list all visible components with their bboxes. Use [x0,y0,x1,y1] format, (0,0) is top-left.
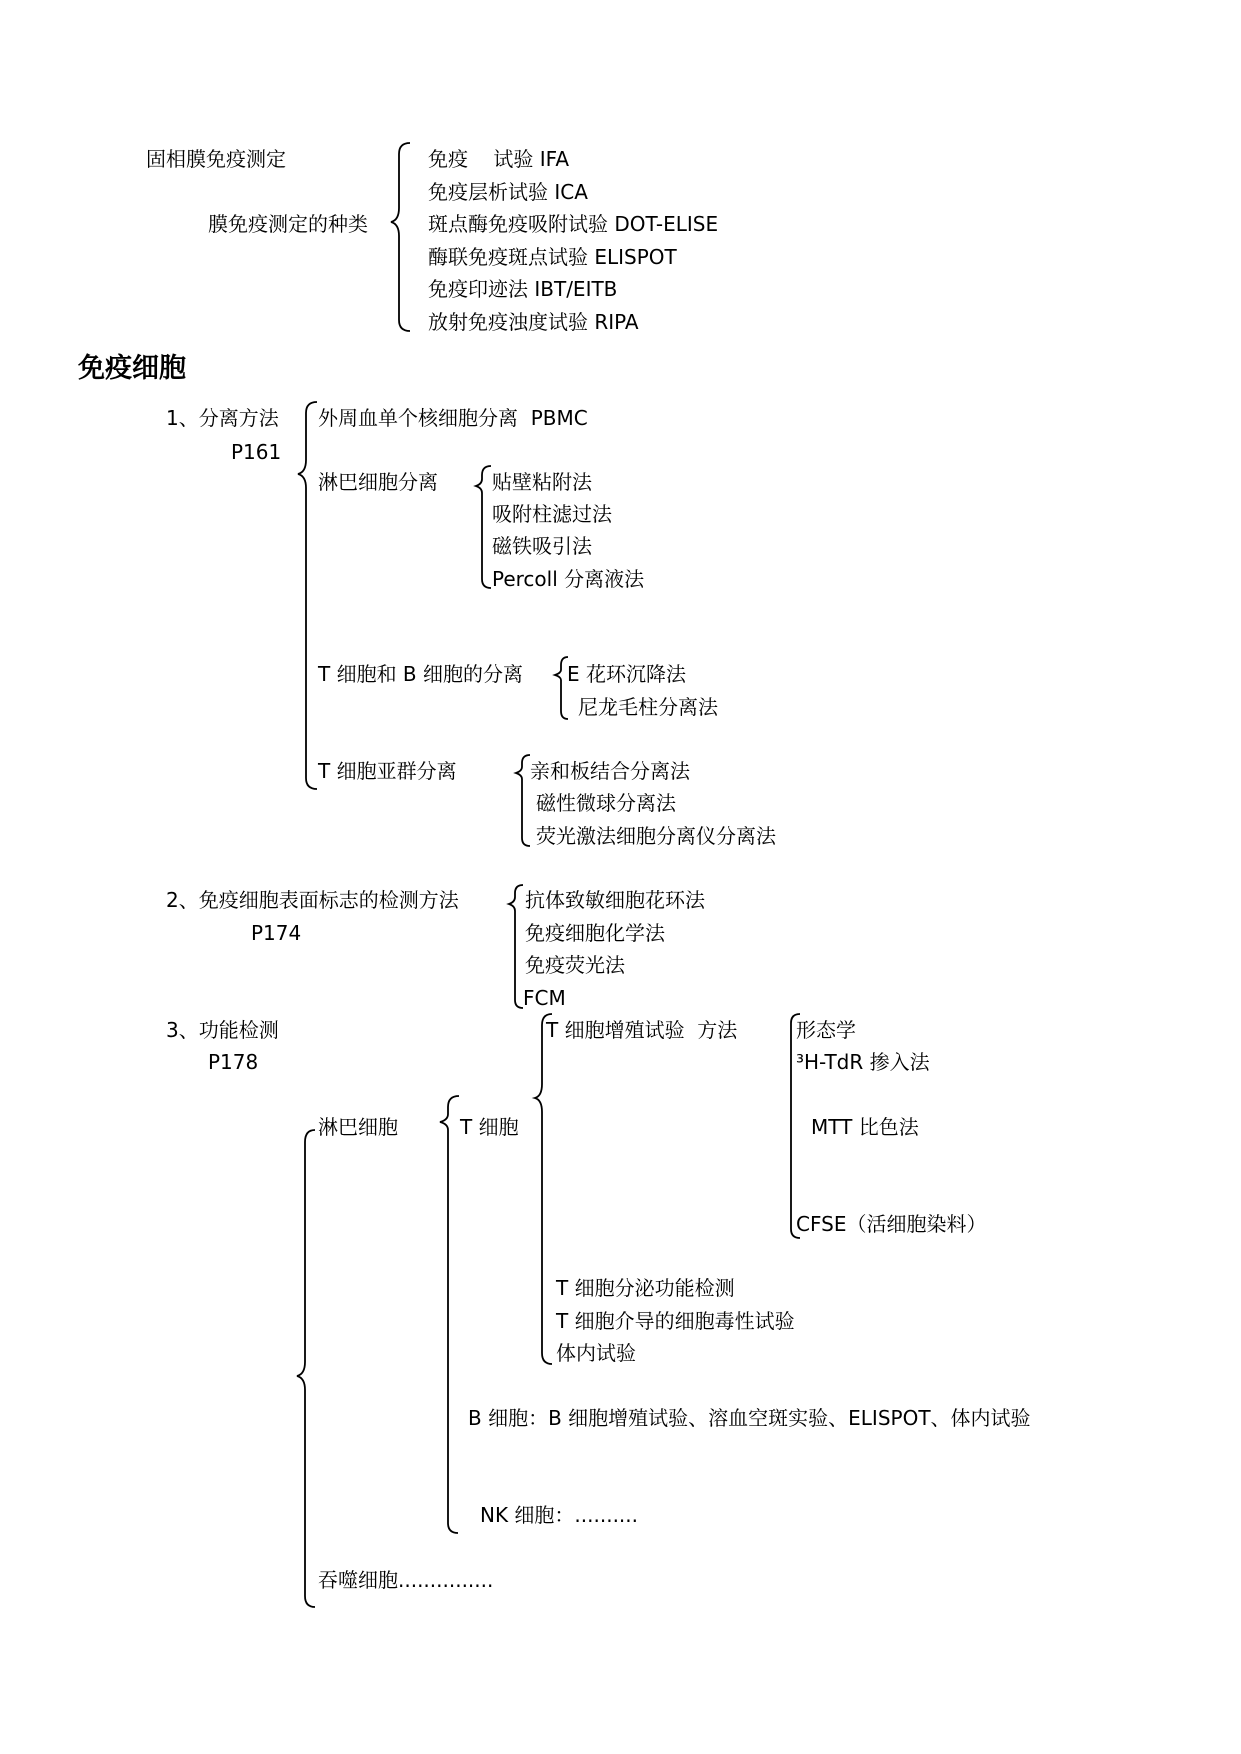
lymph-item: 磁铁吸引法 [492,534,592,558]
brace-function [297,1130,315,1607]
lymphocyte-label: 淋巴细胞 [318,1115,398,1139]
surface-title: 2、免疫细胞表面标志的检测方法 [166,888,459,912]
tb-separation-label: T 细胞和 B 细胞的分离 [318,662,524,686]
brace-methods [791,1014,800,1238]
tb-item: 尼龙毛柱分离法 [578,695,718,719]
membrane-item-elispot: 酶联免疫斑点试验 ELISPOT [428,245,677,269]
tsub-item: 亲和板结合分离法 [530,759,690,783]
surface-item: 抗体致敏细胞花环法 [525,888,705,912]
nk-cell-line: NK 细胞：.......... [480,1503,639,1527]
b-cell-line: B 细胞：B 细胞增殖试验、溶血空斑实验、ELISPOT、体内试验 [468,1406,1031,1430]
macrophage-line: 吞噬细胞............... [318,1568,494,1592]
t-prolif-label: T 细胞增殖试验 方法 [546,1018,738,1042]
membrane-item-ica: 免疫层析试验 ICA [428,180,588,204]
brace-tb [555,657,568,719]
method-item: 形态学 [796,1018,856,1042]
lymph-item: 贴壁粘附法 [492,470,592,494]
lymph-item: Percoll 分离液法 [492,567,645,591]
membrane-item-ibt: 免疫印迹法 IBT/EITB [428,277,618,301]
tsub-item: 荧光激法细胞分离仪分离法 [536,824,776,848]
t-other-item: T 细胞介导的细胞毒性试验 [556,1309,795,1333]
membrane-item-ripa: 放射免疫浊度试验 RIPA [428,310,639,334]
pbmc-label: 外周血单个核细胞分离 PBMC [318,406,588,430]
function-title: 3、功能检测 [166,1018,279,1042]
brace-lymph [476,466,491,588]
surface-page: P174 [251,921,302,945]
method-item: CFSE（活细胞染料） [796,1212,987,1236]
tsub-item: 磁性微球分离法 [536,791,676,815]
function-page: P178 [208,1050,259,1074]
membrane-assay-subtitle: 膜免疫测定的种类 [208,212,368,236]
immune-cells-heading: 免疫细胞 [78,353,186,384]
lymph-item: 吸附柱滤过法 [492,502,612,526]
method-item: MTT 比色法 [811,1115,919,1139]
brace-t-cell [542,1114,552,1364]
method-item: ³H-TdR 掺入法 [796,1050,930,1074]
t-cell-label: T 细胞 [460,1115,519,1139]
tb-item: E 花环沉降法 [567,662,686,686]
brace-tsub [516,755,530,846]
brace-membrane [391,143,410,331]
separation-page: P161 [231,440,282,464]
membrane-item-dot-elise: 斑点酶免疫吸附试验 DOT-ELISE [428,212,719,236]
brace-separation [298,402,317,789]
membrane-assay-title: 固相膜免疫测定 [146,147,286,171]
surface-item: 免疫细胞化学法 [525,921,665,945]
brace-surface [509,885,523,1008]
t-other-item: T 细胞分泌功能检测 [556,1276,735,1300]
separation-title: 1、分离方法 [166,406,279,430]
t-other-item: 体内试验 [556,1341,636,1365]
surface-item: FCM [523,986,566,1010]
lymph-separation-label: 淋巴细胞分离 [318,470,438,494]
brace-lymphocyte-sub [440,1096,459,1533]
tsub-separation-label: T 细胞亚群分离 [318,759,457,783]
membrane-item-ifa: 免疫 试验 IFA [428,147,570,171]
surface-item: 免疫荧光法 [525,953,625,977]
brace-t-prolif [535,1014,552,1114]
